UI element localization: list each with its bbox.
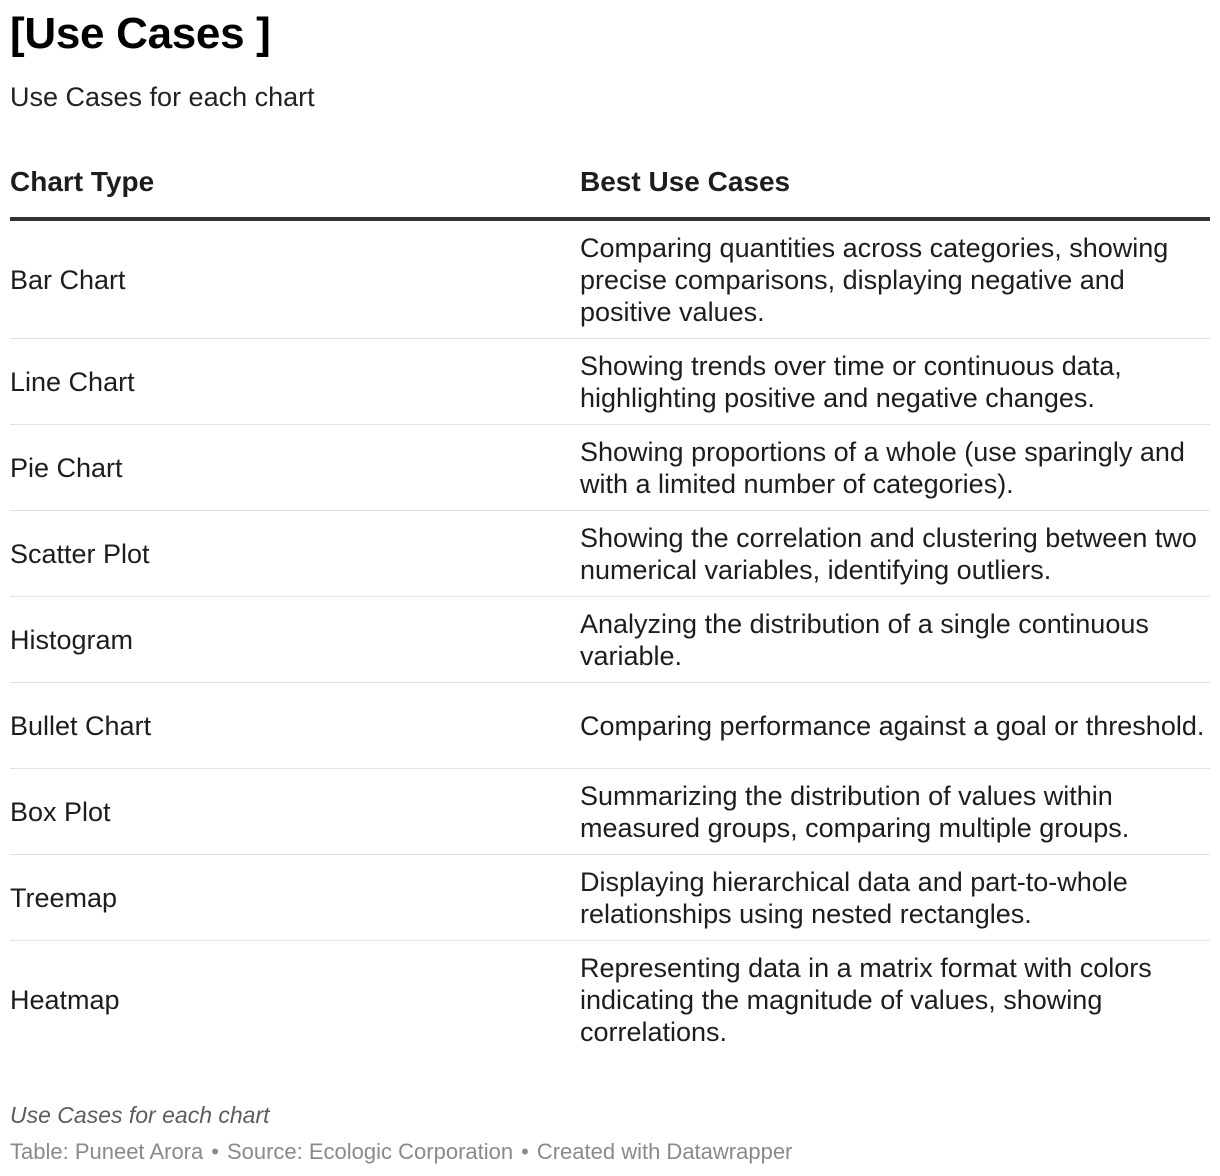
cell-use-cases: Showing proportions of a whole (use sparingly and with a limited number of categories). — [580, 436, 1185, 499]
source-text: Source: Ecologic Corporation — [226, 1139, 514, 1164]
table-row — [10, 855, 1210, 941]
table-row — [10, 221, 1210, 339]
cell-chart-type: Line Chart — [10, 366, 135, 397]
table-row — [10, 769, 1210, 855]
table-row — [10, 683, 1210, 769]
table-row — [10, 941, 1210, 1059]
table-body — [10, 221, 1210, 1059]
table-row — [10, 425, 1210, 511]
cell-chart-type: Box Plot — [10, 796, 111, 827]
separator: • — [211, 1139, 219, 1164]
cell-use-cases: Displaying hierarchical data and part-to-whole relationships using nested rectangles. — [580, 866, 1128, 929]
use-cases-table — [10, 160, 1210, 1059]
cell-use-cases: Representing data in a matrix format with colors indicating the magnitude of values, showing correlations. — [580, 953, 1152, 1047]
table-row — [10, 339, 1210, 425]
footer-note: Use Cases for each chart — [10, 1102, 270, 1128]
table-row — [10, 511, 1210, 597]
chart-subtitle: Use Cases for each chart — [10, 82, 315, 112]
column-header-chart-type[interactable]: Chart Type — [10, 166, 155, 197]
cell-chart-type: Treemap — [10, 882, 118, 913]
cell-use-cases: Summarizing the distribution of values within measured groups, comparing multiple groups. — [580, 780, 1130, 843]
footer-credits — [10, 1137, 792, 1167]
cell-use-cases: Comparing quantities across categories, showing precise comparisons, displaying negative and positive values. — [580, 232, 1169, 327]
cell-chart-type: Bar Chart — [10, 264, 126, 295]
cell-chart-type: Pie Chart — [10, 452, 123, 483]
datawrapper-link[interactable]: Created with Datawrapper — [536, 1139, 793, 1164]
cell-chart-type: Bullet Chart — [10, 710, 152, 741]
separator: • — [521, 1139, 529, 1164]
cell-use-cases: Analyzing the distribution of a single continuous variable. — [580, 608, 1149, 671]
byline: Table: Puneet Arora — [10, 1139, 204, 1164]
cell-use-cases: Comparing performance against a goal or threshold. — [580, 710, 1205, 741]
cell-chart-type: Histogram — [10, 624, 134, 655]
cell-use-cases: Showing the correlation and clustering between two numerical variables, identifying outliers. — [580, 522, 1197, 585]
cell-chart-type: Scatter Plot — [10, 538, 150, 569]
cell-chart-type: Heatmap — [10, 985, 120, 1015]
table-row — [10, 597, 1210, 683]
table-header — [10, 160, 1210, 221]
cell-use-cases: Showing trends over time or continuous data, highlighting positive and negative changes. — [580, 350, 1122, 413]
column-header-best-use-cases[interactable]: Best Use Cases — [580, 166, 791, 197]
chart-title: [Use Cases ] — [10, 9, 271, 58]
